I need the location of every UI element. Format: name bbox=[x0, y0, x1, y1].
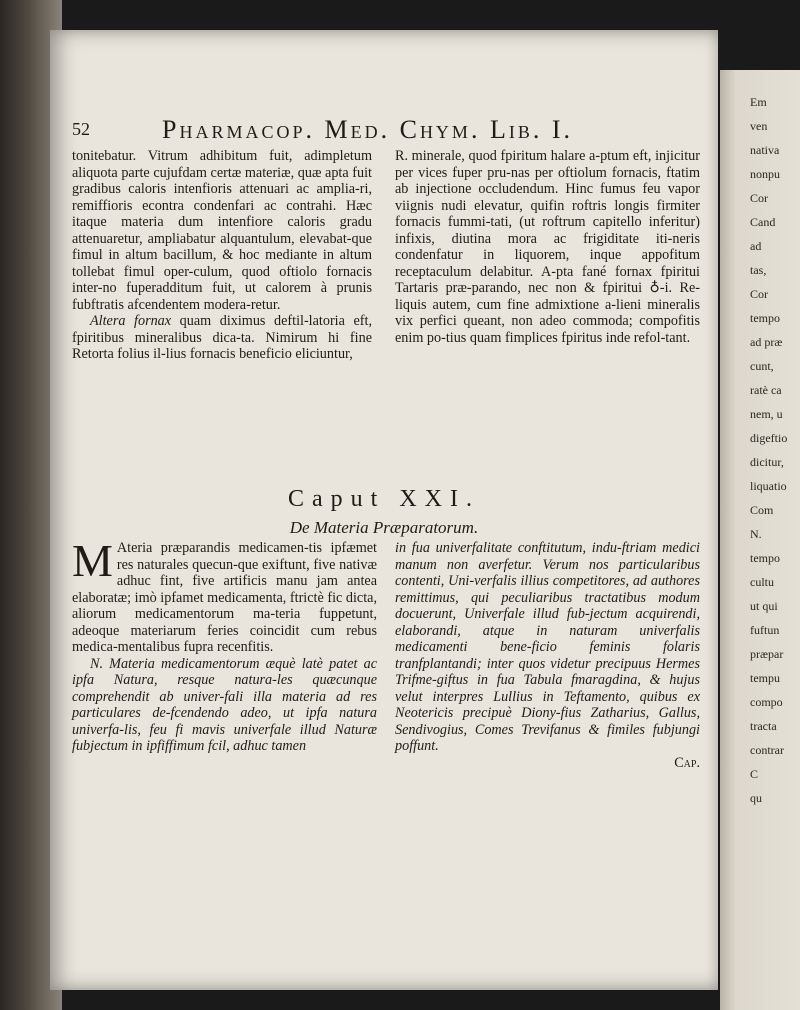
running-header bbox=[72, 115, 697, 145]
next-page-fragment: compo bbox=[750, 695, 783, 709]
paragraph: tonitebatur. Vitrum adhibitum fuit, adimpletum aliquota parte cujufdam certæ materiæ, quæ apta fuit gradibus caloris intenfioris attenuari ac amplia-ri, remiffioris econtra condenfari ac contrahi. Hæc itaque materia dum intenfiore caloris gradu attenuaretur, ampliabatur alquantulum, elevabat-que fimul in altum bacillum, & hoc mediante in altum tollebat fimul oper-culum, quod oftiolo fornacis inter-no fuperadditum fuit, ut calorem à prunis fubftratis afcendentem modera-retur. bbox=[72, 148, 372, 313]
chapter-heading: Caput XXI. bbox=[288, 486, 480, 512]
column-bottom-left bbox=[72, 535, 377, 755]
book-page bbox=[50, 30, 718, 990]
next-page-fragment: cunt, bbox=[750, 359, 774, 373]
next-page-fragment: tempu bbox=[750, 671, 780, 685]
next-page-fragment: liquatio bbox=[750, 479, 787, 493]
next-page-fragment: Com bbox=[750, 503, 774, 517]
next-page-fragment: Cor bbox=[750, 287, 768, 301]
column-top-right bbox=[395, 148, 700, 346]
paragraph: in fua univerfalitate conftitutum, indu-ftriam medici manum non averfetur. Verum nos particularibus contenti, Uni-verfalis illius competitores, ad authores remittimus, qui peculiaribus tractatibus modum docuerunt, Univerfale illud fub-jectum acquirendi, elaborandi, atque in naturam univerfalis medicamenti bene-ficio feminis folaris tranfplantandi; inter quos videtur precipuus Hermes Trifme-giftus in fua Tabula fmaragdina, & hujus velut interpres Lullius in Teftamento, quibus ex Neotericis precipuè Diony-fius Zatharius, Gallus, Sendivogius, Comes Trevifanus & fimiles fubjungi poffunt. bbox=[395, 540, 700, 754]
next-page-fragment: Em bbox=[750, 95, 767, 109]
next-page-fragment: tempo bbox=[750, 551, 780, 565]
next-page-fragment: ven bbox=[750, 119, 768, 133]
paragraph-text: Ateria præparandis medicamen-tis ipfæmet res naturales quecun-que exiftunt, five nativæ adhuc fint, five artificis manu jam antea elaboratæ; imò ipfamet medicamenta, ftrictè fic dicta, aliorum medicamentorum ma-teria fuppetunt, adeoque materiarum feries coincidit cum rebus medica-mentalibus fupra recenfitis. bbox=[72, 540, 377, 655]
paragraph bbox=[72, 313, 372, 363]
next-page-fragment: N. bbox=[750, 527, 762, 541]
page-number: 52 bbox=[72, 119, 90, 139]
next-page-fragment: nonpu bbox=[750, 167, 780, 181]
next-page-fragment: nativa bbox=[750, 143, 780, 157]
next-page-fragment: tas, bbox=[750, 263, 767, 277]
adjacent-page-edge bbox=[720, 70, 800, 1010]
next-page-fragment: ratè ca bbox=[750, 383, 782, 397]
next-page-fragment: tracta bbox=[750, 719, 777, 733]
chapter-subtitle: De Materia Præparatorum. bbox=[289, 518, 479, 537]
next-page-fragment: ut qui bbox=[750, 599, 778, 613]
next-page-fragment: contrar bbox=[750, 743, 784, 757]
catchword: Cap. bbox=[674, 754, 700, 771]
next-page-fragment: ad bbox=[750, 239, 762, 253]
paragraph: R. minerale, quod fpiritum halare a-ptum eft, injicitur per vices fuper pru-nas per oftiolum fornacis, ftatim ab injectione occludendum. Hinc fumus feu vapor viignis nudi elevatur, quifin roftris longis firmiter fornacis fummi-tati, (ut roftrum capitello inferitur) infixis, diutina mora ac frigiditate iti-neris condenfatur in liquorem, inque appofitum receptaculum delabitur. A-pta fané fornax fpiritui Tartaris præ-parando, nec non & fpiritui ♁-i. Re-liquis autem, cum fine admixtione a-lieni mineralis vix perfici queant, non adeo commoda; compofitis enim po-tius quam fimplices fpiritus inde refol-tant. bbox=[395, 148, 700, 346]
next-page-fragment: ad præ bbox=[750, 335, 783, 349]
next-page-fragment: digeftio bbox=[750, 431, 788, 445]
paragraph bbox=[72, 535, 377, 656]
next-page-fragment: præpar bbox=[750, 647, 784, 661]
column-top-left bbox=[72, 148, 372, 363]
paragraph: N. Materia medicamentorum æquè latè patet ac ipfa Natura, resque natura-les quæcunque comprehendit ab univer-fali illa materia ad res particulares de-fcendendo adeo, ut ipfa natura univerfa-lis, feu fi mavis univerfale illud Naturæ fubjectum in ipfiffimum fcil, adhuc tamen bbox=[72, 655, 377, 754]
next-page-fragment: fuftun bbox=[750, 623, 780, 637]
next-page-fragment: cultu bbox=[750, 575, 774, 589]
drop-cap: M bbox=[72, 535, 113, 586]
next-page-fragment: Cand bbox=[750, 215, 776, 229]
next-page-fragment: tempo bbox=[750, 311, 780, 325]
paragraph-text: Altera fornax quam diximus deftil-latoria eft, fpiritibus mineralibus dica-ta. Nimirum hi fine Retorta folius il-lius fornacis beneficio eliciuntur, bbox=[72, 313, 372, 362]
next-page-fragment: qu bbox=[750, 791, 762, 805]
italic-lead: Altera fornax bbox=[90, 313, 172, 329]
next-page-fragment: Cor bbox=[750, 191, 768, 205]
next-page-fragment: C bbox=[750, 767, 759, 781]
running-title: Pharmacop. Med. Chym. Lib. I. bbox=[162, 115, 573, 144]
next-page-fragment: nem, u bbox=[750, 407, 783, 421]
column-bottom-right bbox=[395, 540, 700, 771]
next-page-fragment: dicitur, bbox=[750, 455, 784, 469]
